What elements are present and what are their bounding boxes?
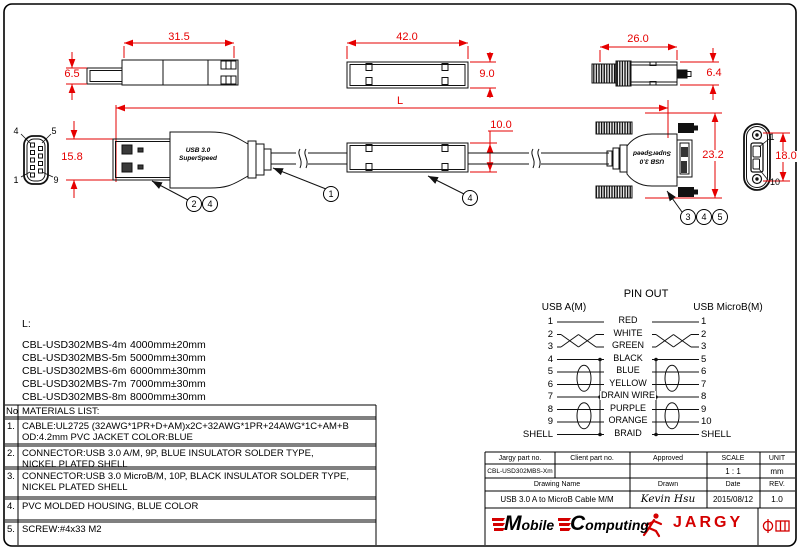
dim-label-ferrite-side-height: 10.0 — [490, 119, 512, 131]
pinout-left-pin: 8 — [547, 404, 553, 415]
pinout-right-header: USB MicroB(M) — [693, 302, 763, 313]
pinout-wire-color: BLACK — [613, 353, 643, 363]
a-front-pin-4: 4 — [13, 126, 19, 136]
pinout-wire-color: DRAIN WIRE — [601, 390, 655, 400]
length-list-value: 5000mm±30mm — [130, 352, 206, 364]
callout-microb-connector: 3 — [680, 209, 696, 225]
callout-microb-screws: 5 — [712, 209, 728, 225]
dim-label-ferrite-height: 9.0 — [479, 68, 495, 80]
pinout-left-pin: 3 — [547, 341, 553, 352]
logo-jargy-text: JARGY — [673, 514, 744, 531]
dim-ferrite-side-height — [470, 131, 513, 172]
length-list-value: 8000mm±30mm — [130, 391, 206, 403]
cable-segment-left — [271, 149, 347, 168]
titleblock-client-label: Client part no. — [570, 455, 614, 462]
projection-symbol-icon — [763, 519, 789, 533]
usb-microb-plug-marking — [628, 148, 676, 164]
callout-cable: 1 — [323, 186, 339, 202]
materials-row-text: NICKEL PLATED SHELL — [22, 459, 128, 470]
usb-a-plug-marking — [172, 147, 224, 163]
pinout-wire-color: BLUE — [616, 365, 640, 375]
length-list-part: CBL-USD302MBS-8m — [22, 391, 127, 403]
pinout-right-pin: 1 — [701, 316, 707, 327]
dim-label-a-front-height: 15.8 — [61, 151, 83, 163]
titleblock-unit-label: UNIT — [768, 455, 786, 462]
ferrite-side-view — [347, 143, 468, 172]
length-list-value: 6000mm±30mm — [130, 365, 206, 377]
titleblock-scale-value: 1 : 1 — [725, 467, 741, 476]
pinout-wire-color: WHITE — [613, 328, 643, 338]
dim-label-ferrite-length: 42.0 — [396, 31, 418, 43]
microb-front-pin-1: 1 — [769, 132, 775, 142]
materials-row-no: 1. — [7, 421, 15, 432]
length-list-part: CBL-USD302MBS-4m — [22, 339, 127, 351]
materials-no-header: No — [6, 406, 19, 417]
callout-a-connector: 2 — [186, 196, 202, 212]
pinout-left-pin: 6 — [547, 379, 553, 390]
microb-front-pin-10: 10 — [769, 177, 781, 187]
pinout-left-pin: 4 — [547, 354, 553, 365]
dim-label-microb-top-height: 6.4 — [706, 67, 722, 79]
titleblock-drawing-name: USB 3.0 A to MicroB Cable M/M — [500, 495, 614, 504]
callout-ferrite-housing: 4 — [462, 190, 478, 206]
materials-row-text: OD:4.2mm PVC JACKET COLOR:BLUE — [22, 432, 193, 443]
materials-row-no: 3. — [7, 471, 15, 482]
materials-row-text: NICKEL PLATED SHELL — [22, 482, 128, 493]
materials-row-text: CABLE:UL2725 (32AWG*1PR+D+AM)x2C+32AWG*1PR+24AWG*1C+AM+B — [22, 421, 349, 432]
materials-row-no: 5. — [7, 524, 15, 535]
pinout-right-pin: 2 — [701, 329, 707, 340]
titleblock-drawn-label: Drawn — [657, 481, 679, 488]
usb-microb-plug-marking-line1: USB 3.0 — [639, 157, 665, 165]
dim-label-a-top-height: 6.5 — [64, 68, 80, 80]
a-front-pin-9: 9 — [53, 175, 59, 185]
pinout-wire-color: BRAID — [614, 428, 642, 438]
pinout-left-pin: 2 — [547, 329, 553, 340]
titleblock-rev-value: 1.0 — [771, 494, 783, 504]
length-list-part: CBL-USD302MBS-5m — [22, 352, 127, 364]
pinout-wire-color: ORANGE — [608, 415, 648, 425]
length-list-part: CBL-USD302MBS-6m — [22, 365, 127, 377]
dim-lines-a-top — [66, 43, 234, 100]
dim-label-microb-top-length: 26.0 — [627, 33, 649, 45]
materials-title: MATERIALS LIST: — [22, 406, 100, 417]
pinout-left-pin: SHELL — [522, 429, 553, 440]
pinout-right-pin: 6 — [701, 366, 707, 377]
materials-row-text: CONNECTOR:USB 3.0 MicroB/M, 10P, BLACK INSULATOR SOLDER TYPE, — [22, 471, 349, 482]
logo-computing-text: Computing — [570, 512, 649, 535]
pinout-right-pin: 7 — [701, 379, 707, 390]
pinout-wire-color: YELLOW — [609, 378, 647, 388]
titleblock-drawn-signature: Kevin Hsu — [640, 493, 696, 505]
pinout-left-pin: 7 — [547, 391, 553, 402]
pinout-right-pin: 9 — [701, 404, 707, 415]
pinout-left-pin: 1 — [547, 316, 553, 327]
pinout-right-pin: 5 — [701, 354, 707, 365]
pinout-left-pin: 9 — [547, 416, 553, 427]
titleblock-date-label: Date — [725, 481, 741, 488]
titleblock-rev-label: REV. — [769, 481, 785, 488]
usb-microb-top-view — [592, 61, 691, 86]
titleblock-date-value: 2015/08/12 — [712, 495, 754, 504]
usb-a-top-view — [87, 60, 238, 85]
length-list-value: 4000mm±20mm — [130, 339, 206, 351]
callout-microb-housing: 4 — [696, 209, 712, 225]
length-list-part: CBL-USD302MBS-7m — [22, 378, 127, 390]
materials-row-text: SCREW:#4x33 M2 — [22, 524, 102, 535]
a-front-pin-1: 1 — [13, 175, 19, 185]
pinout-wire-color: PURPLE — [609, 403, 647, 413]
logo-mobile-text: Mobile — [504, 512, 555, 535]
titleblock-unit-value: mm — [770, 467, 784, 476]
titleblock-approved-label: Approved — [653, 455, 683, 462]
pinout-left-header: USB A(M) — [541, 302, 587, 313]
materials-row-text: PVC MOLDED HOUSING, BLUE COLOR — [22, 501, 199, 512]
pinout-right-pin: 10 — [701, 416, 712, 427]
materials-row-text: CONNECTOR:USB 3.0 A/M, 9P, BLUE INSULATOR SOLDER TYPE, — [22, 448, 314, 459]
pinout-title: PIN OUT — [623, 288, 669, 300]
pinout-left-pin: 5 — [547, 366, 553, 377]
materials-row-no: 2. — [7, 448, 15, 459]
cable-segment-right — [468, 149, 609, 168]
ferrite-top-view — [347, 62, 468, 88]
titleblock-jargy-part-no: CBL-USD302MBS-Xm — [487, 468, 553, 475]
length-list-value: 7000mm±30mm — [130, 378, 206, 390]
dim-label-microb-assy-height: 23.2 — [702, 149, 724, 161]
usb-a-plug-marking-line2: SuperSpeed — [179, 155, 217, 163]
pinout-right-pin: 3 — [701, 341, 707, 352]
usb-microb-plug-marking-line2: SuperSpeed — [633, 149, 671, 157]
dim-label-microb-front-height: 18.0 — [775, 150, 797, 162]
materials-row-no: 4. — [7, 501, 15, 512]
a-front-pin-5: 5 — [51, 126, 57, 136]
titleblock-scale-label: SCALE — [721, 455, 745, 462]
usb-a-front-view — [21, 134, 53, 184]
pinout-wire-color: RED — [618, 315, 638, 325]
pinout-right-pin: 8 — [701, 391, 707, 402]
usb-microb-front-view — [744, 124, 770, 190]
pinout-right-pin: SHELL — [701, 429, 732, 440]
callout-a-housing: 4 — [202, 196, 218, 212]
usb-a-plug-marking-line1: USB 3.0 — [185, 147, 211, 154]
titleblock-drawing-name-label: Drawing Name — [533, 481, 581, 488]
pinout-wire-color: GREEN — [611, 340, 645, 350]
titleblock-jargy-label: Jargy part no. — [498, 455, 542, 462]
dim-label-a-top-length: 31.5 — [168, 31, 190, 43]
length-list-label: L: — [22, 318, 31, 330]
dim-label-overall-length: L — [396, 95, 404, 107]
